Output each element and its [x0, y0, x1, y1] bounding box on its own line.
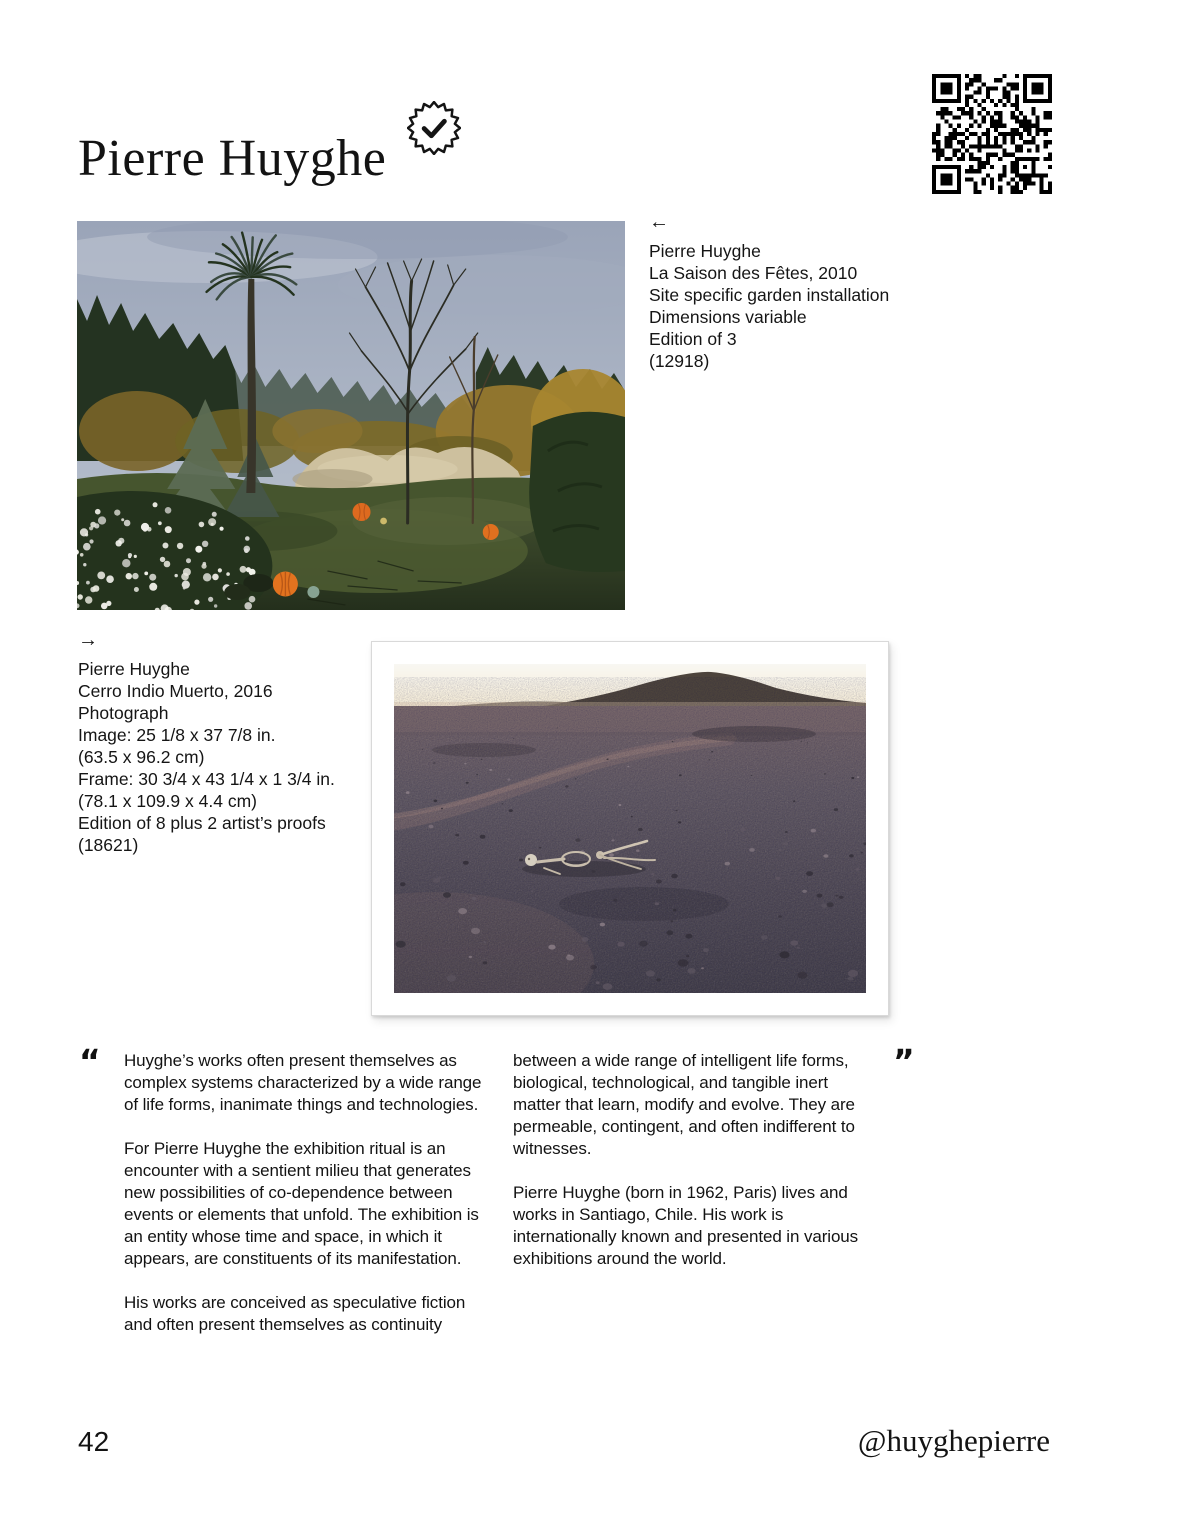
open-quote-mark: “ [79, 1042, 101, 1081]
caption-line: Edition of 3 [649, 329, 737, 349]
page-title: Pierre Huyghe [78, 129, 387, 187]
caption-line: La Saison des Fêtes, 2010 [649, 263, 858, 283]
caption-line: Photograph [78, 703, 169, 723]
quote-paragraph: His works are conceived as speculative fiction and often present themselves as continuity [124, 1293, 466, 1334]
left-arrow-icon: ← [649, 211, 669, 233]
qr-code [932, 74, 1052, 194]
caption-line: (78.1 x 109.9 x 4.4 cm) [78, 791, 257, 811]
caption-line: Pierre Huyghe [649, 241, 761, 261]
quote-column-left [124, 1050, 484, 1358]
instagram-handle: @huyghepierre [857, 1423, 1050, 1458]
caption-line: Pierre Huyghe [78, 659, 190, 679]
close-quote-mark: ” [893, 1042, 915, 1081]
caption-line: (63.5 x 96.2 cm) [78, 747, 205, 767]
garden-installation-photo [77, 221, 625, 610]
artwork-caption-2 [78, 629, 398, 856]
quote-paragraph: Pierre Huyghe (born in 1962, Paris) lives and works in Santiago, Chile. His work is internationally known and presented in various exhibitions around the world. [513, 1183, 859, 1268]
caption-line: Image: 25 1/8 x 37 7/8 in. [78, 725, 276, 745]
desert-photograph-framed [371, 641, 889, 1016]
caption-line: Edition of 8 plus 2 artist’s proofs [78, 813, 326, 833]
quote-paragraph: For Pierre Huyghe the exhibition ritual is an encounter with a sentient milieu that generates new possibilities of co-dependence between events or elements that unfold. The exhibition is an entity whose time and space, in which it appears, are constituents of its manifestation. [124, 1139, 479, 1268]
caption-line: Cerro Indio Muerto, 2016 [78, 681, 273, 701]
verified-badge-icon [407, 101, 461, 155]
quote-column-right [513, 1050, 873, 1292]
caption-line: (12918) [649, 351, 710, 371]
caption-line: Frame: 30 3/4 x 43 1/4 x 1 3/4 in. [78, 769, 335, 789]
caption-line: Dimensions variable [649, 307, 807, 327]
page-number: 42 [78, 1426, 110, 1457]
caption-line: (18621) [78, 835, 139, 855]
artwork-caption-1 [649, 211, 949, 372]
quote-paragraph: Huyghe’s works often present themselves as complex systems characterized by a wide range of life forms, inanimate things and technologies. [124, 1051, 482, 1114]
right-arrow-icon: → [78, 629, 98, 651]
caption-line: Site specific garden installation [649, 285, 890, 305]
quote-paragraph: between a wide range of intelligent life forms, biological, technological, and tangible inert matter that learn, modify and evolve. They are permeable, contingent, and often indifferent to witnesses. [513, 1051, 855, 1158]
